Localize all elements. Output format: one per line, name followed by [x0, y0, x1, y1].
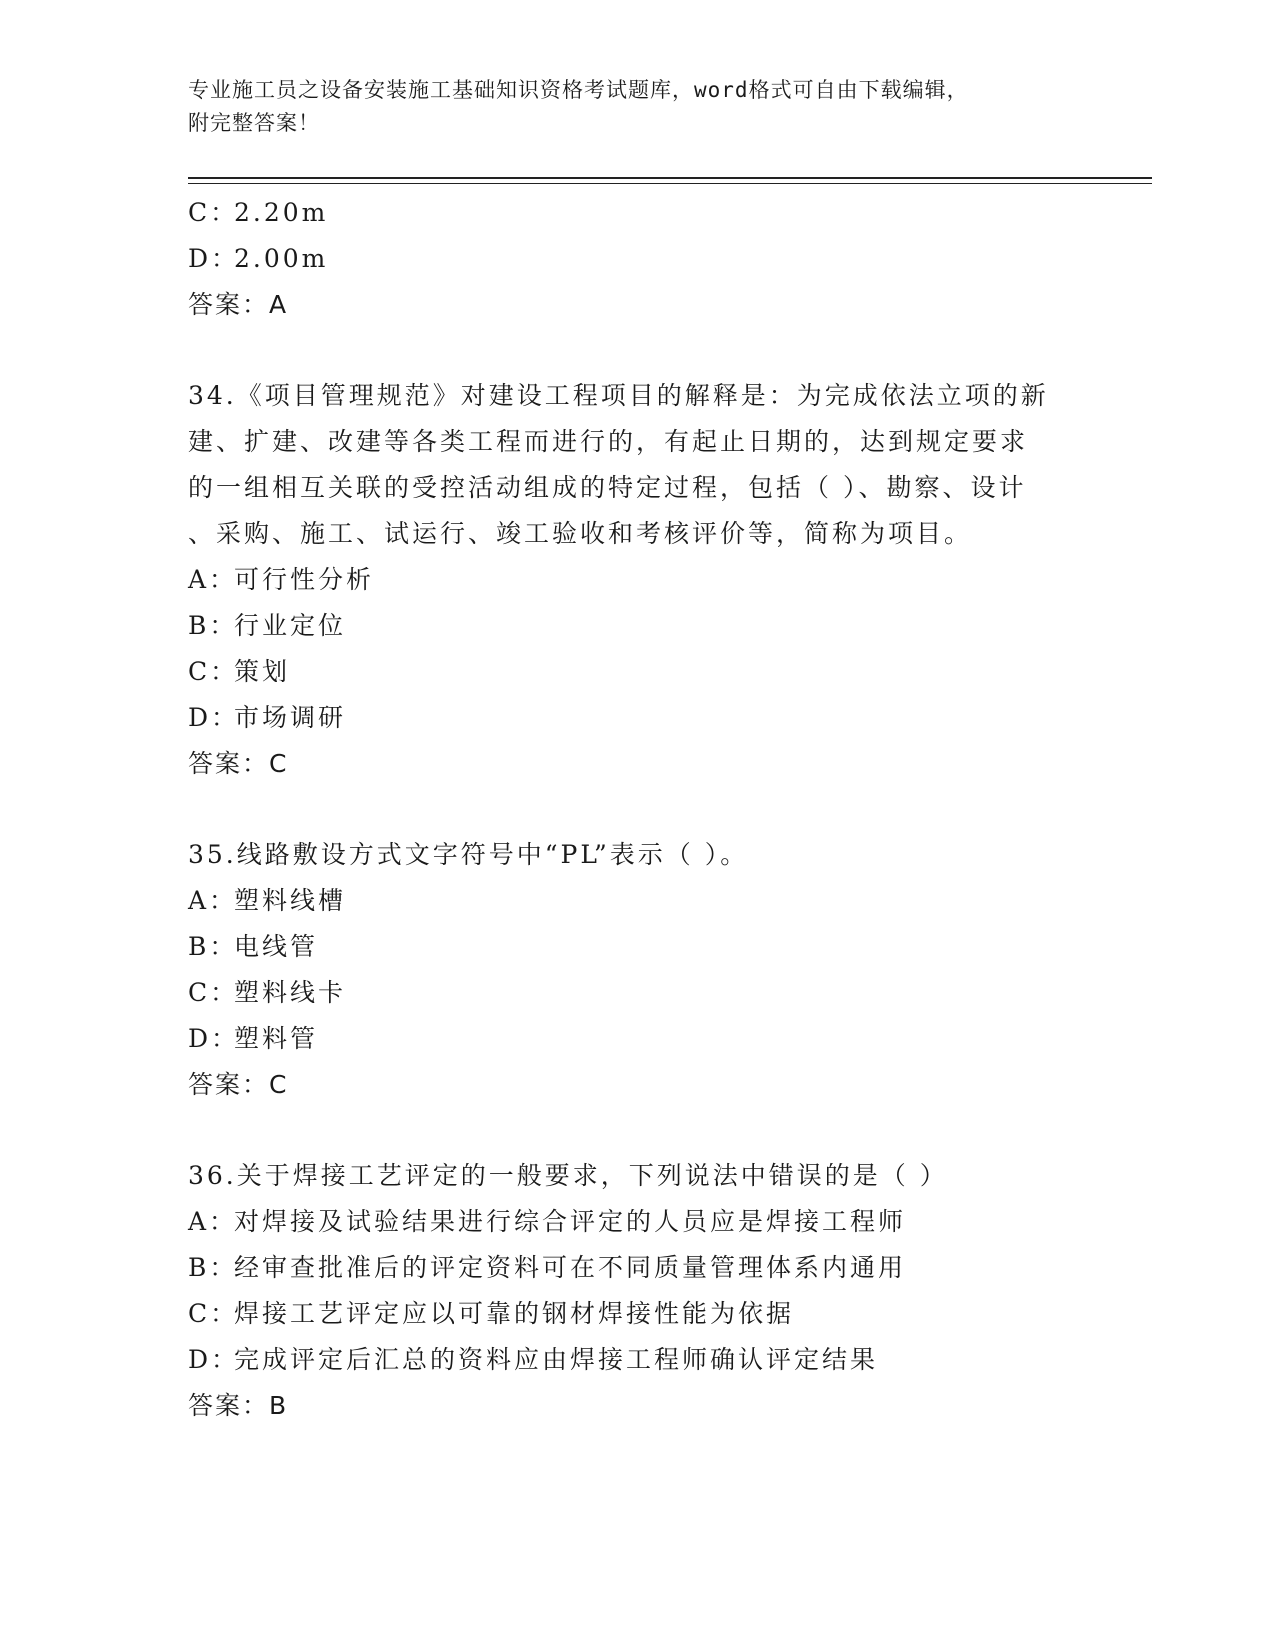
question-stem: [188, 373, 1088, 557]
question-list: [188, 190, 1088, 1429]
document-header: [188, 74, 1088, 140]
option-d: D：市场调研: [188, 703, 347, 732]
option-c: C：焊接工艺评定应以可靠的钢材焊接性能为依据: [188, 1299, 795, 1328]
option-b: B：经审查批准后的评定资料可在不同质量管理体系内通用: [188, 1253, 907, 1282]
stem-line: 、采购、施工、试运行、竣工验收和考核评价等，简称为项目。: [188, 519, 973, 548]
option-a: A：可行性分析: [188, 565, 375, 594]
answer: 答案：A: [188, 290, 289, 319]
question-stem: [188, 832, 1088, 878]
question-34: [188, 373, 1088, 787]
prev-question: [188, 190, 1088, 328]
option-c: C：策划: [188, 657, 291, 686]
header-line-2: 附完整答案！: [188, 111, 320, 135]
header-rule-thick: [188, 177, 1152, 179]
option-b: B：行业定位: [188, 611, 347, 640]
stem-line: 建、扩建、改建等各类工程而进行的，有起止日期的，达到规定要求: [188, 427, 1029, 456]
question-stem: [188, 1153, 1088, 1199]
stem-line: 36.关于焊接工艺评定的一般要求，下列说法中错误的是（ ）: [188, 1161, 948, 1190]
answer: 答案：C: [188, 749, 289, 778]
stem-line: 35.线路敷设方式文字符号中“PL”表示（ ）。: [188, 840, 749, 869]
option-b: B：电线管: [188, 932, 319, 961]
option-a: A：对焊接及试验结果进行综合评定的人员应是焊接工程师: [188, 1207, 907, 1236]
option-a: A：塑料线槽: [188, 886, 347, 915]
stem-line: 34.《项目管理规范》对建设工程项目的解释是：为完成依法立项的新: [188, 381, 1049, 410]
option-c: C：塑料线卡: [188, 978, 347, 1007]
option-d: D：完成评定后汇总的资料应由焊接工程师确认评定结果: [188, 1345, 879, 1374]
option-d: D：塑料管: [188, 1024, 319, 1053]
question-36: [188, 1153, 1088, 1429]
question-35: [188, 832, 1088, 1108]
stem-line: 的一组相互关联的受控活动组成的特定过程，包括（ ）、勘察、设计: [188, 473, 1027, 502]
header-line-1: 专业施工员之设备安装施工基础知识资格考试题库，word格式可自由下载编辑，: [188, 78, 969, 102]
header-rule-thin: [188, 183, 1152, 184]
option-c: C：2.20m: [188, 198, 329, 227]
answer: 答案：C: [188, 1070, 289, 1099]
option-d: D：2.00m: [188, 244, 329, 273]
answer: 答案：B: [188, 1391, 289, 1420]
